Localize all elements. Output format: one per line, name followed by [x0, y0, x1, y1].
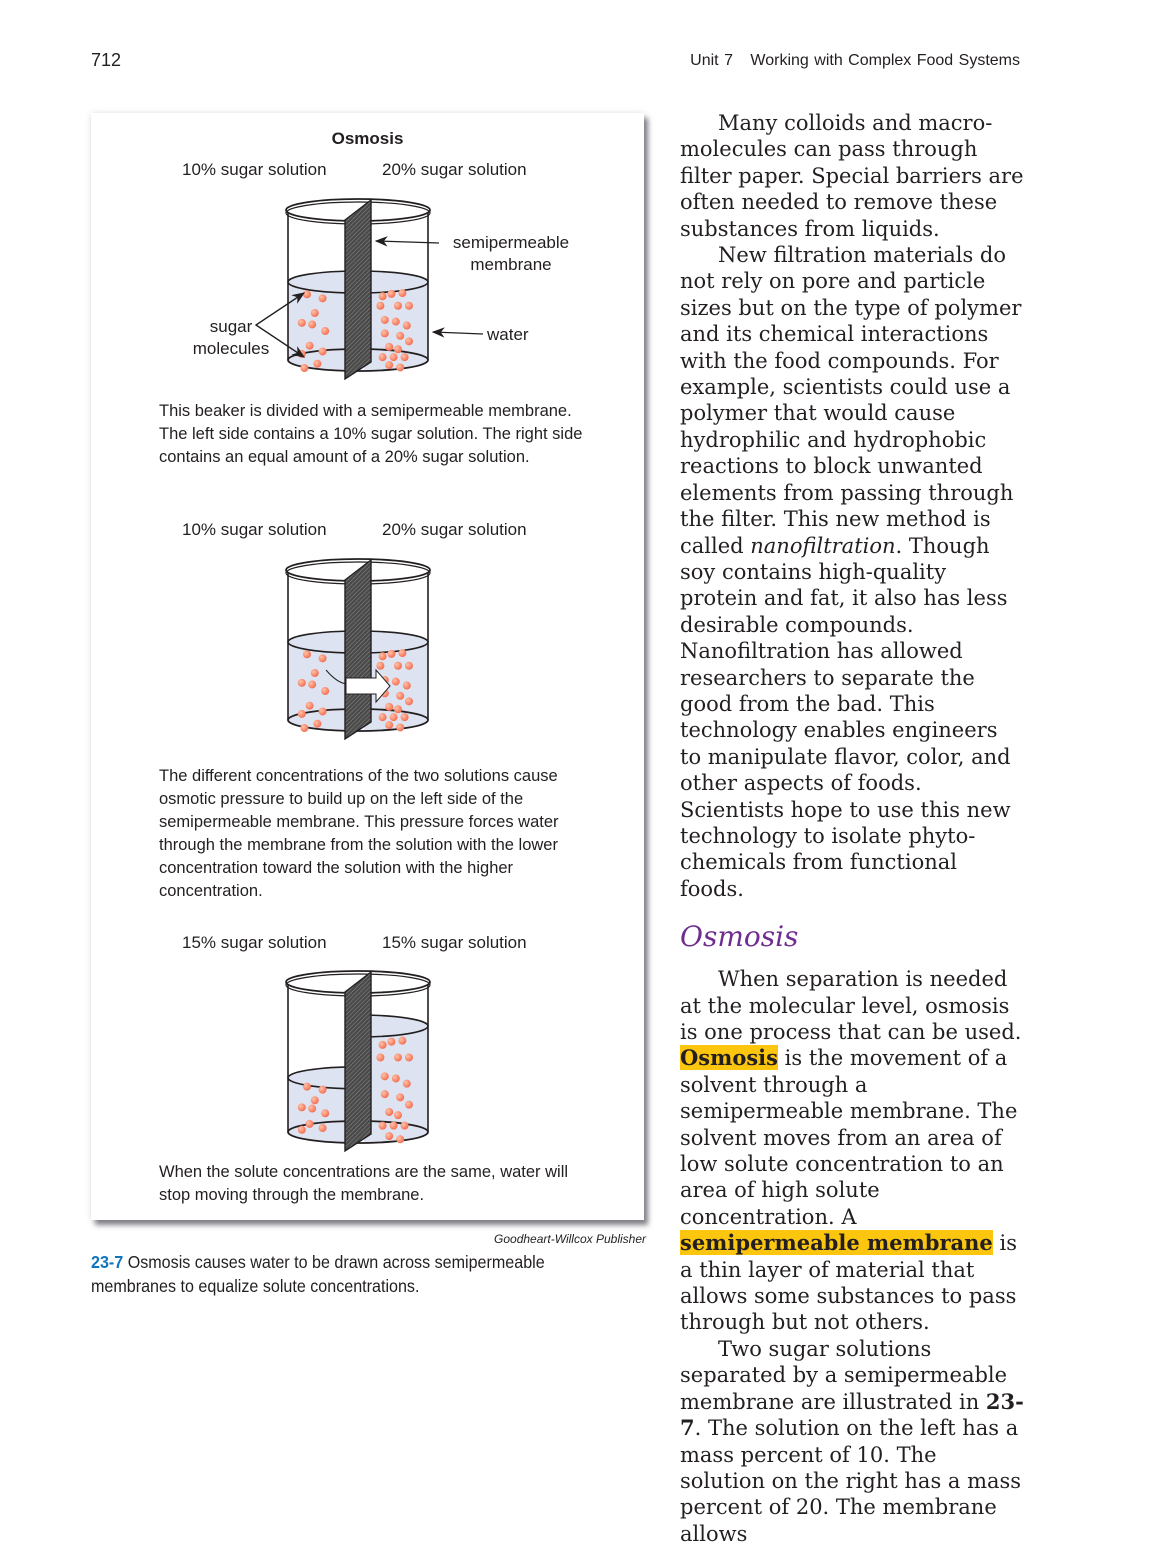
sugar-molecule — [308, 1105, 316, 1113]
sugar-molecule — [381, 1090, 389, 1098]
panel3-description: When the solute concentrations are the same, water will stop moving through the membrane. — [159, 1163, 569, 1204]
sugar-molecule — [308, 680, 316, 688]
sugar-molecule — [394, 705, 402, 713]
sugar-molecule — [385, 1108, 393, 1116]
sugar-molecule — [311, 1096, 319, 1104]
sugar-molecule — [306, 702, 314, 710]
sugar-molecule — [319, 707, 327, 715]
sugar-molecule — [401, 1122, 409, 1130]
sugar-molecule — [298, 679, 306, 687]
sugar-molecule — [300, 724, 308, 732]
membrane-arrow — [376, 241, 439, 243]
sugar-molecule — [396, 692, 404, 700]
sugar-molecule — [306, 1120, 314, 1128]
sugar-molecule — [394, 662, 402, 670]
key-term-semipermeable-membrane: semipermeable membrane — [680, 1230, 993, 1256]
sugar-molecule — [381, 1072, 389, 1080]
sugar-molecule — [379, 652, 387, 660]
sugar-molecule — [298, 710, 306, 718]
sugar-molecule — [398, 1037, 406, 1045]
panel2-right-label: 20% sugar solution — [382, 520, 527, 539]
sugar-molecule — [401, 713, 409, 721]
sugar-molecule — [405, 662, 413, 670]
membrane — [345, 972, 371, 1151]
sugar-molecule — [379, 1122, 387, 1130]
sugar-molecule — [376, 662, 384, 670]
sugar-molecule — [376, 1053, 384, 1061]
chapter-title: Working with Complex Food Systems — [750, 52, 1020, 69]
figure-title: Osmosis — [331, 129, 404, 148]
figure-box — [91, 113, 644, 1220]
sugar-molecule — [319, 1124, 327, 1132]
sugar-callout: sugar molecules — [192, 317, 270, 358]
panel3-right-label: 15% sugar solution — [382, 933, 527, 952]
key-term-osmosis: Osmosis — [680, 1045, 778, 1071]
sugar-molecule — [387, 650, 395, 658]
sugar-molecule — [387, 1038, 395, 1046]
paragraph-nanofiltration: New filtration materials do not rely on pore and particle sizes but on the type of polymer and its chemical interactions with the food compounds. For example, scientists could use a polymer that would cause hydrophilic and hydrophobic reactions to block unwanted elements from passing through the filter. This new method is called nanofiltration. Though soy contains high-quality protein and fat, it also has less desirable compounds. Nanofiltration has allowed researchers to separate the good from the bad. This technology enables engineers to manipulate flavor, color, and other aspects of foods. Scientists hope to use this new technology to isolate phytochemicals from functional foods. — [680, 243, 1022, 901]
sugar-molecule — [396, 1093, 404, 1101]
water-arrow — [433, 332, 483, 334]
beaker-2 — [286, 548, 436, 748]
sugar-arrow-lines — [256, 293, 304, 357]
term-nanofiltration: nanofiltration — [750, 533, 896, 558]
sugar-molecule — [405, 1101, 413, 1109]
paragraph-colloids: Many colloids and macromolecules can pass through filter paper. Special barriers are often needed to remove these substances from liquids. — [680, 111, 1024, 241]
sugar-molecule — [392, 678, 400, 686]
sugar-molecule — [385, 1132, 393, 1140]
page-number: 712 — [91, 50, 122, 70]
water-callout: water — [487, 325, 529, 344]
sugar-molecule — [321, 1109, 329, 1117]
sugar-molecule — [379, 1041, 387, 1049]
paragraph-osmosis: When separation is needed at the molecular level, osmosis is one process that can be used. Osmosis is the movement of a solvent through a semipermeable membrane. The solvent moves from an area of low solute concentration to an area of high solute concentration. A semipermeable membrane is a thin layer of material that allows some substances to pass through but not others. — [680, 967, 1022, 1335]
sugar-molecule — [303, 650, 311, 658]
membrane — [345, 560, 371, 739]
unit-label: Unit 7 — [690, 52, 733, 69]
sugar-molecule — [321, 687, 329, 695]
sugar-molecule — [379, 713, 387, 721]
figure-caption — [91, 1250, 634, 1298]
callout-arrows — [91, 113, 644, 413]
panel1-left-label: 10% sugar solution — [182, 160, 327, 179]
sugar-molecule — [390, 1122, 398, 1130]
sugar-molecule — [385, 721, 393, 729]
figure-reference: 23-7 — [680, 1388, 1024, 1441]
sugar-molecule — [398, 649, 406, 657]
sugar-molecule — [403, 1080, 411, 1088]
caption-number: 23-7 — [91, 1252, 124, 1272]
sugar-molecule — [405, 1053, 413, 1061]
sugar-molecule — [403, 682, 411, 690]
sugar-molecule — [405, 697, 413, 705]
paragraph-sugar-solutions: Two sugar solutions separated by a semipermeable membrane are illustrated in 23-7. The solution on the left has a mass percent of 10. The solution on the right has a mass percent of 20. The membrane allows — [680, 1336, 1024, 1546]
sugar-molecule — [394, 1053, 402, 1061]
sugar-molecule — [319, 1086, 327, 1094]
figure-credit: Goodheart-Willcox Publisher — [494, 1232, 646, 1246]
panel3-left-label: 15% sugar solution — [182, 933, 327, 952]
sugar-molecule — [319, 654, 327, 662]
sugar-molecule — [298, 1126, 306, 1134]
sugar-molecule — [392, 1074, 400, 1082]
caption-text: Osmosis causes water to be drawn across semipermeable membranes to equalize solute concentrations. — [91, 1252, 545, 1296]
sugar-molecule — [396, 1135, 404, 1143]
panel2-left-label: 10% sugar solution — [182, 520, 327, 539]
membrane-callout: semipermeable membrane — [452, 233, 570, 274]
sugar-molecule — [390, 713, 398, 721]
section-heading: Osmosis — [680, 920, 799, 954]
panel1-description: This beaker is divided with a semipermeable membrane. The left side contains a 10% sugar solution. The right side contains an equal amount of a 20% sugar solution. — [159, 402, 583, 466]
sugar-molecule — [313, 720, 321, 728]
beaker-3 — [286, 960, 436, 1160]
panel2-description: The different concentrations of the two solutions cause osmotic pressure to build up on the left side of the semipermeable membrane. This pressure forces water through the membrane from the solution with the lower concentration toward the solution with the higher concentration. — [159, 767, 559, 900]
sugar-molecule — [303, 1083, 311, 1091]
sugar-molecule — [311, 669, 319, 677]
sugar-molecule — [385, 703, 393, 711]
sugar-molecule — [396, 723, 404, 731]
sugar-molecule — [298, 1103, 306, 1111]
sugar-molecule — [394, 1111, 402, 1119]
panel1-right-label: 20% sugar solution — [382, 160, 527, 179]
body-text — [680, 110, 1025, 1547]
running-head — [690, 52, 1020, 70]
